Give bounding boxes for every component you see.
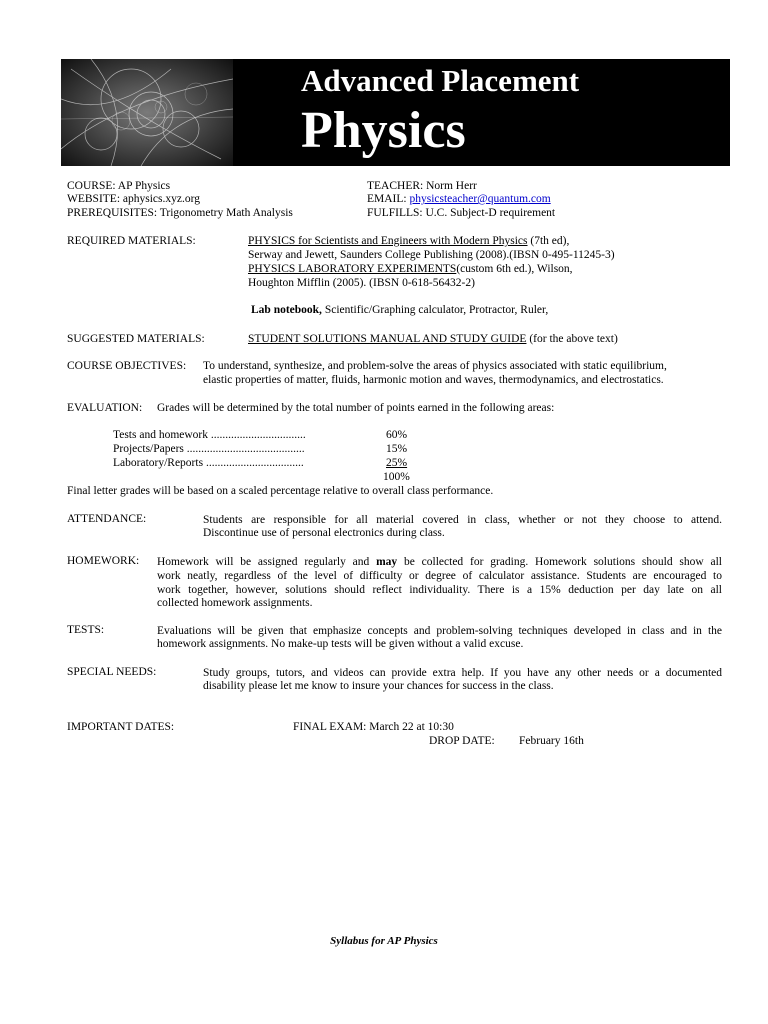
book2-publisher: Houghton Mifflin (2005). (IBSN 0-618-56432-2) [248,277,475,289]
book1-publisher: Serway and Jewett, Saunders College Publishing (2008).(IBSN 0-495-11245-3) [248,249,615,261]
eval-row-pct: 25% [386,457,408,469]
lab-supplies-rest: Scientific/Graphing calculator, Protractor, Ruler, [321,304,549,316]
prerequisites-label: PREREQUISITES: Trigonometry Math Analysis [67,207,293,219]
eval-row-name: Tests and homework [113,429,209,441]
homework-label: HOMEWORK: [67,555,140,567]
final-exam-date: FINAL EXAM: March 22 at 10:30 [293,721,454,733]
book1-title: PHYSICS for Scientists and Engineers with Modern Physics [248,235,528,247]
objectives-label: COURSE OBJECTIVES: [67,360,187,372]
homework-may: may [376,556,398,568]
book1-edition: (7th ed), [527,235,570,247]
homework-line2: work neatly, regardless of the level of difficulty or degree of calculator assistance. Students are encouraged to [157,570,722,582]
eval-row-pct: 60% [386,429,408,441]
eval-row-dots: .................................. [205,457,304,469]
eval-row-name: Projects/Papers [113,443,184,455]
course-label: COURSE: AP Physics [67,180,171,192]
eval-total: 100% [383,471,410,483]
special-needs-label: SPECIAL NEEDS: [67,666,157,678]
suggested-materials-label: SUGGESTED MATERIALS: [67,333,205,345]
book2-title: PHYSICS LABORATORY EXPERIMENTS [248,263,457,275]
special-needs-line2: disability please let me know to insure your chances for success in the class. [203,680,554,692]
homework-text-a: Homework will be assigned regularly and [157,556,377,568]
eval-row-tests [113,429,306,443]
objectives-line2: elastic properties of matter, fluids, harmonic motion and waves, thermodynamics, and electrostatics. [203,374,664,386]
lab-supplies [251,304,548,318]
eval-row-labs [113,457,304,471]
homework-line3: work together, however, solutions should reflect individuality. There is a 15% deduction per day late on all [157,584,722,596]
eval-row-dots: ......................................... [186,443,305,455]
attendance-line2: Discontinue use of personal electronics during class. [203,527,445,539]
banner-title-line2: Physics [301,102,466,159]
homework-text-c: be collected for grading. Homework solutions should show all [397,556,722,568]
required-materials-label: REQUIRED MATERIALS: [67,235,196,247]
website-label: WEBSITE: aphysics.xyz.org [67,193,200,205]
page-footer: Syllabus for AP Physics [330,935,438,947]
drop-date-label: DROP DATE: [429,735,495,747]
eval-row-name: Laboratory/Reports [113,457,204,469]
suggested-materials [248,333,618,347]
email-row [367,193,551,207]
homework-line4: collected homework assignments. [157,597,313,609]
particle-tracks-image [61,59,233,166]
suggested-note: (for the above text) [526,333,618,345]
book2-edition: (custom 6th ed.), Wilson, [456,263,573,275]
tests-line2: homework assignments. No make-up tests will be given without a valid excuse. [157,638,524,650]
attendance-label: ATTENDANCE: [67,513,147,525]
suggested-title: STUDENT SOLUTIONS MANUAL AND STUDY GUIDE [248,333,527,345]
attendance-line1: Students are responsible for all material covered in class, whether or not they choose to attend. [203,514,722,526]
drop-date-value: February 16th [519,735,584,747]
email-label: EMAIL: [367,193,410,205]
tests-line1: Evaluations will be given that emphasize concepts and problem-solving techniques developed in class and in the [157,625,722,637]
eval-row-dots: ................................. [210,429,306,441]
special-needs-line1: Study groups, tutors, and videos can provide extra help. If you have any other needs or a documented [203,667,722,679]
eval-row-projects [113,443,305,457]
homework-line1 [157,555,722,569]
header-banner [61,59,730,166]
fulfills-label: FULFILLS: U.C. Subject-D requirement [367,207,556,219]
banner-title-line1: Advanced Placement [301,63,580,98]
evaluation-label: EVALUATION: [67,402,143,414]
final-grade-note: Final letter grades will be based on a scaled percentage relative to overall class performance. [67,485,494,497]
eval-row-pct: 15% [386,443,408,455]
tests-label: TESTS: [67,624,105,636]
important-dates-label: IMPORTANT DATES: [67,721,175,733]
teacher-label: TEACHER: Norm Herr [367,180,477,192]
lab-notebook: Lab notebook, [251,304,322,316]
evaluation-text: Grades will be determined by the total number of points earned in the following areas: [157,402,555,414]
required-book1 [248,235,569,249]
required-book2 [248,263,573,277]
objectives-line1: To understand, synthesize, and problem-solve the areas of physics associated with static equilibrium, [203,360,667,372]
email-link[interactable]: physicsteacher@quantum.com [409,193,551,205]
